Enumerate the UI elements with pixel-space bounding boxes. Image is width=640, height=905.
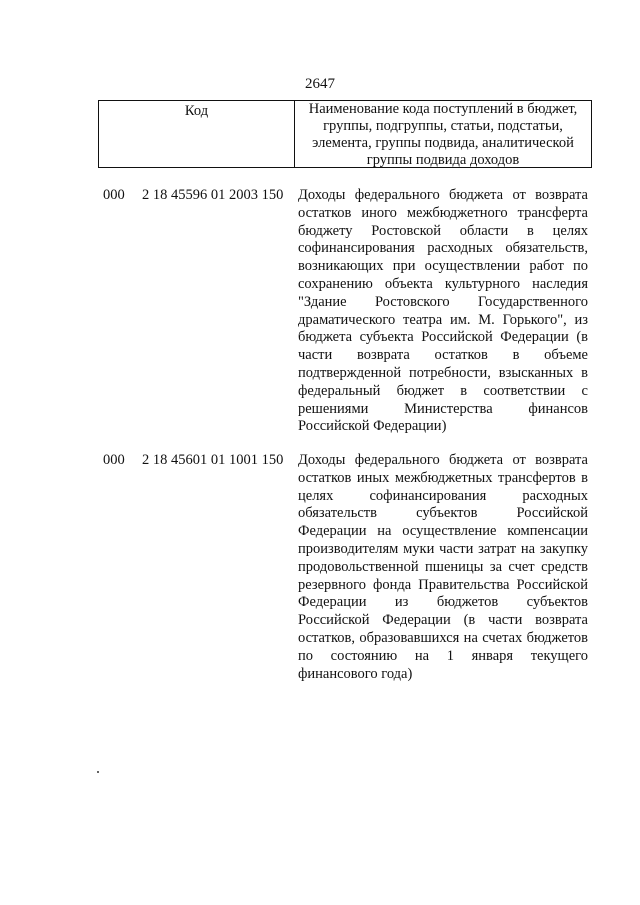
description-line: части возврата остатков в объеме <box>298 347 588 364</box>
description-line: остатков иных межбюджетных трансфертов в <box>298 469 588 486</box>
description-line: целях софинансирования расходных <box>298 487 588 504</box>
description-line: "Здание Ростовского Государственного <box>298 293 588 310</box>
income-description <box>298 187 588 436</box>
description-line: Федерации из бюджетов субъектов <box>298 594 588 611</box>
description-line: по состоянию на 1 января текущего <box>298 647 588 664</box>
description-line: софинансирования расходных обязательств, <box>298 240 588 257</box>
description-line: возникающих при осуществлении работ по <box>298 258 588 275</box>
income-code: 2 18 45596 01 2003 150 <box>142 187 284 203</box>
description-line: решениями Министерства финансов <box>298 400 588 417</box>
description-line: Российской Федерации (в части возврата <box>298 612 588 629</box>
admin-code: 000 <box>103 452 125 468</box>
description-line: резервного фонда Правительства Российской <box>298 576 588 593</box>
description-line: федеральный бюджет в соответствии с <box>298 382 588 399</box>
description-line: Доходы федерального бюджета от возврата <box>298 452 588 468</box>
description-line: бюджету Ростовской области в целях <box>298 222 588 239</box>
description-line: финансового года) <box>298 665 413 682</box>
description-line: остатков, образовавшихся на счетах бюджетов <box>298 629 588 646</box>
description-line: подтвержденной потребности, взысканных в <box>298 364 588 381</box>
description-line: остатков иного межбюджетного трансферта <box>298 204 588 221</box>
description-line: Доходы федерального бюджета от возврата <box>298 187 588 203</box>
description-line: Российской Федерации) <box>298 418 447 435</box>
admin-code: 000 <box>103 187 125 203</box>
scan-speck <box>97 771 99 773</box>
page-number: 2647 <box>305 76 335 92</box>
header-code-label: Код <box>99 101 295 167</box>
description-line: драматического театра им. М. Горького", из <box>298 311 588 328</box>
income-code: 2 18 45601 01 1001 150 <box>142 452 284 468</box>
description-line: обязательств субъектов Российской <box>298 505 588 522</box>
description-line: сохранению объекта культурного наследия <box>298 275 588 292</box>
table-header <box>98 100 592 168</box>
description-line: продовольственной пшеницы за счет средств <box>298 558 588 575</box>
income-description <box>298 452 588 683</box>
header-name-label: Наименование кода поступлений в бюджет, группы, подгруппы, статьи, подстатьи, элемента, группы подвида, аналитической группы подвида доходов <box>308 101 578 168</box>
description-line: производителям муки части затрат на закупку <box>298 540 588 557</box>
description-line: бюджета субъекта Российской Федерации (в <box>298 329 588 346</box>
description-line: Федерации на осуществление компенсации <box>298 523 588 540</box>
